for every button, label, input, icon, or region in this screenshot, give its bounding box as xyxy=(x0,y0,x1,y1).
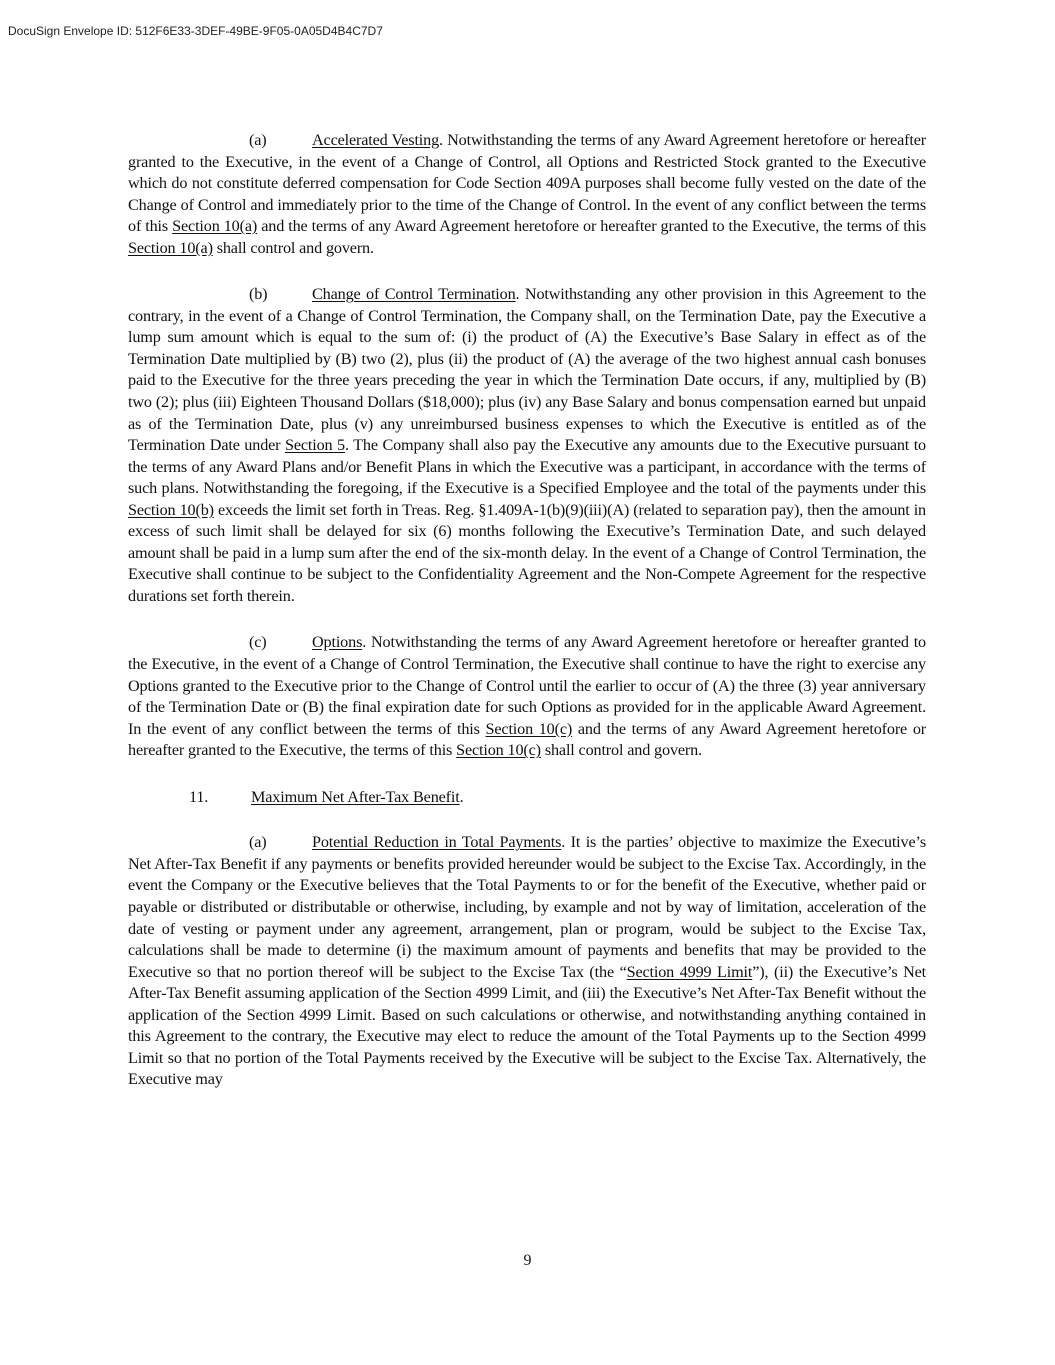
document-page xyxy=(128,130,926,1116)
section-title: Change of Control Termination xyxy=(312,285,516,304)
section-title: Potential Reduction in Total Payments xyxy=(312,833,562,852)
section-label: (a) xyxy=(249,833,267,852)
section-reference: Section 10(c) xyxy=(456,741,541,760)
section-text: . Notwithstanding the terms of any Award Agreement heretofore or hereafter granted to the Executive, in the event of a Change of Control, all Options and Restricted Stock granted to the Executive which do not constitute deferred compensation for Code Section 409A purposes shall become fully vested on the date of the Change of Control and immediately prior to the time of the Change of Control. In the event of any conflict between the terms of this xyxy=(128,131,926,236)
section-text: . Notwithstanding any other provision in this Agreement to the contrary, in the event of a Change of Control Termination, the Company shall, on the Termination Date, pay the Executive a lump sum amount which is equal to the sum of: (i) the product of (A) the Executive’s Base Salary in effect as of the Termination Date multiplied by (B) two (2), plus (ii) the product of (A) the average of the two highest annual cash bonuses paid to the Executive for the three years preceding the year in which the Termination Date occurs, if any, multiplied by (B) two (2); plus (iii) Eighteen Thousand Dollars ($18,000); plus (iv) any Base Salary and bonus compensation earned but unpaid as of the Termination Date, plus (v) any unreimbursed business expenses to which the Executive is entitled as of the Termination Date under xyxy=(128,285,927,455)
section-10a xyxy=(128,130,926,259)
section-text: and the terms of any Award Agreement heretofore or hereafter granted to the Executive, the terms of this xyxy=(128,719,927,760)
section-text: shall control and govern. xyxy=(212,238,374,257)
section-text: . Notwithstanding the terms of any Award Agreement heretofore or hereafter granted to the Executive, in the event of a Change of Control Termination, the Executive shall continue to have the right to exercise any Options granted to the Executive prior to the Change of Control until the earlier to occur of (A) the three (3) year anniversary of the Termination Date or (B) the final expiration date for such Options as provided for in the applicable Award Agreement. In the event of any conflict between the terms of this xyxy=(128,633,926,738)
section-title-period: . xyxy=(459,787,464,806)
defined-term: Section 4999 Limit xyxy=(626,962,753,981)
section-reference: Section 10(a) xyxy=(172,217,258,236)
section-10c xyxy=(128,632,926,761)
section-title: Options xyxy=(312,633,363,652)
section-11-heading xyxy=(128,787,926,809)
docusign-envelope-id: DocuSign Envelope ID: 512F6E33-3DEF-49BE-9F05-0A05D4B4C7D7 xyxy=(8,24,383,38)
section-title: Accelerated Vesting xyxy=(312,131,440,149)
section-11a xyxy=(128,832,926,1091)
section-10b xyxy=(128,284,926,607)
section-label: (c) xyxy=(249,633,267,652)
section-label: (b) xyxy=(249,285,268,304)
section-text: and the terms of any Award Agreement heretofore or hereafter granted to the Executive, the terms of this xyxy=(257,217,926,236)
section-label: (a) xyxy=(249,131,267,149)
section-reference: Section 10(c) xyxy=(485,719,573,738)
section-text: . It is the parties’ objective to maximize the Executive’s Net After-Tax Benefit if any payments or benefits provided hereunder would be subject to the Excise Tax. Accordingly, in the event the Company or the Executive believes that the Total Payments to or for the benefit of the Executive, whether paid or payable or distributed or distributable or otherwise, including, by example and not by way of limitation, acceleration of the date of vesting or payment under any agreement, arrangement, plan or program, would be subject to the Excise Tax, calculations shall be made to determine (i) the maximum amount of payments and benefits that may be provided to the Executive so that no portion thereof will be subject to the Excise Tax (the “ xyxy=(128,833,926,981)
section-reference: Section 10(b) xyxy=(128,500,214,519)
section-text: ”), (ii) the Executive’s Net After-Tax Benefit assuming application of the Section 4999 Limit, and (iii) the Executive’s Net After-Tax Benefit without the application of the Section 4999 Limit. Based on such calculations or otherwise, and notwithstanding anything contained in this Agreement to the contrary, the Executive may elect to reduce the amount of the Total Payments up to the Section 4999 Limit so that no portion of the Total Payments received by the Executive will be subject to the Excise Tax. Alternatively, the Executive may xyxy=(128,962,926,1089)
section-title: Maximum Net After-Tax Benefit xyxy=(251,787,460,806)
section-number: 11. xyxy=(189,787,209,806)
section-text: exceeds the limit set forth in Treas. Reg. §1.409A-1(b)(9)(iii)(A) (related to separation pay), then the amount in excess of such limit shall be delayed for six (6) months following the Executive’s Termination Date, and such delayed amount shall be paid in a lump sum after the end of the six-month delay. In the event of a Change of Control Termination, the Executive shall continue to be subject to the Confidentiality Agreement and the Non-Compete Agreement for the respective durations set forth therein. xyxy=(128,500,927,605)
section-reference: Section 10(a) xyxy=(128,238,213,257)
section-text: . The Company shall also pay the Executive any amounts due to the Executive pursuant to the terms of any Award Plans and/or Benefit Plans in which the Executive was a participant, in accordance with the terms of such plans. Notwithstanding the foregoing, if the Executive is a Specified Employee and the total of the payments under this xyxy=(128,436,926,498)
section-text: shall control and govern. xyxy=(540,741,703,760)
section-reference: Section 5 xyxy=(284,436,345,455)
page-number: 9 xyxy=(523,1252,532,1269)
